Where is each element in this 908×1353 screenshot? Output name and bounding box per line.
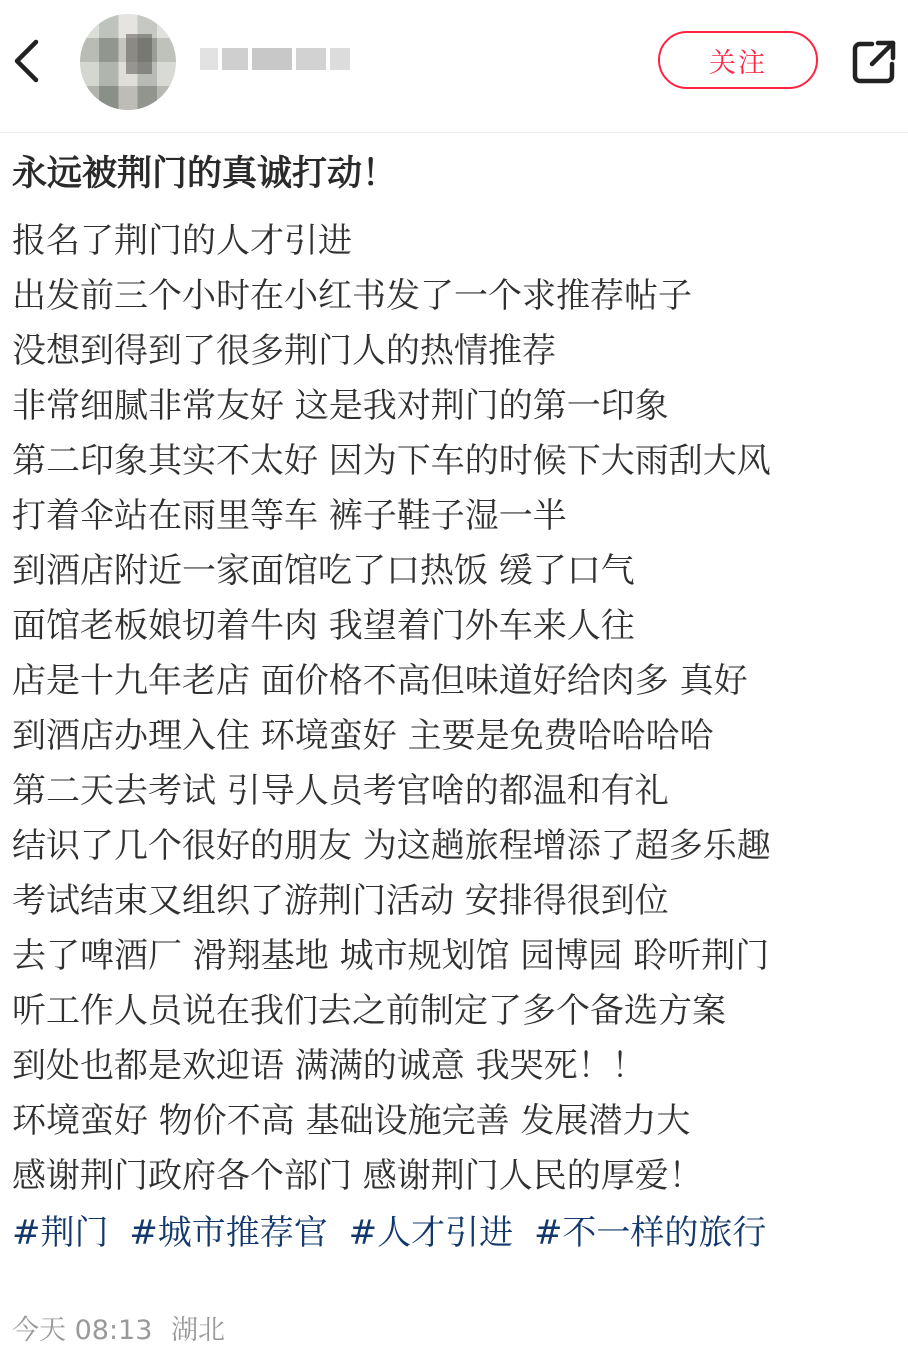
body-line: 出发前三个小时在小红书发了一个求推荐帖子 — [12, 276, 692, 316]
body-line: 面馆老板娘切着牛肉 我望着门外车来人往 — [12, 606, 635, 646]
body-line: 非常细腻非常友好 这是我对荆门的第一印象 — [12, 386, 669, 426]
body-line: 考试结束又组织了游荆门活动 安排得很到位 — [12, 881, 669, 921]
body-line: 到酒店办理入住 环境蛮好 主要是免费哈哈哈哈 — [12, 716, 714, 756]
body-line: 第二天去考试 引导人员考官啥的都温和有礼 — [12, 771, 669, 811]
hashtag-link[interactable]: #城市推荐官 — [129, 1213, 328, 1253]
share-button[interactable] — [848, 36, 900, 88]
post-meta — [12, 1308, 235, 1347]
body-line: 感谢荆门政府各个部门 感谢荆门人民的厚爱！ — [12, 1156, 703, 1196]
hashtag-link[interactable]: #不一样的旅行 — [533, 1213, 767, 1253]
post-location: 湖北 — [171, 1315, 225, 1346]
follow-button[interactable]: 关注 — [658, 31, 818, 89]
body-line: 去了啤酒厂 滑翔基地 城市规划馆 园博园 聆听荆门 — [12, 936, 770, 976]
note-body — [12, 214, 902, 1204]
hashtag-list — [12, 1205, 902, 1261]
body-line: 环境蛮好 物价不高 基础设施完善 发展潜力大 — [12, 1101, 691, 1141]
avatar[interactable] — [80, 14, 176, 110]
share-icon — [850, 38, 898, 86]
username-blurred[interactable] — [200, 40, 350, 78]
body-line: 到酒店附近一家面馆吃了口热饭 缓了口气 — [12, 551, 635, 591]
note-title: 永远被荆门的真诚打动！ — [12, 154, 398, 194]
top-bar — [0, 0, 908, 133]
hashtag-link[interactable]: #荆门 — [12, 1213, 109, 1253]
body-line: 没想到得到了很多荆门人的热情推荐 — [12, 331, 556, 371]
body-line: 到处也都是欢迎语 满满的诚意 我哭死！！ — [12, 1046, 646, 1086]
hashtag-link[interactable]: #人才引进 — [348, 1213, 514, 1253]
back-button[interactable] — [4, 32, 48, 90]
note-content — [12, 146, 902, 1261]
body-line: 第二印象其实不太好 因为下车的时候下大雨刮大风 — [12, 441, 771, 481]
body-line: 结识了几个很好的朋友 为这趟旅程增添了超多乐趣 — [12, 826, 771, 866]
post-date: 今天 08:13 — [12, 1315, 153, 1346]
body-line: 报名了荆门的人才引进 — [12, 221, 352, 261]
body-line: 店是十九年老店 面价格不高但味道好给肉多 真好 — [12, 661, 748, 701]
body-line: 听工作人员说在我们去之前制定了多个备选方案 — [12, 991, 726, 1031]
chevron-left-icon — [11, 38, 41, 84]
body-line: 打着伞站在雨里等车 裤子鞋子湿一半 — [12, 496, 567, 536]
